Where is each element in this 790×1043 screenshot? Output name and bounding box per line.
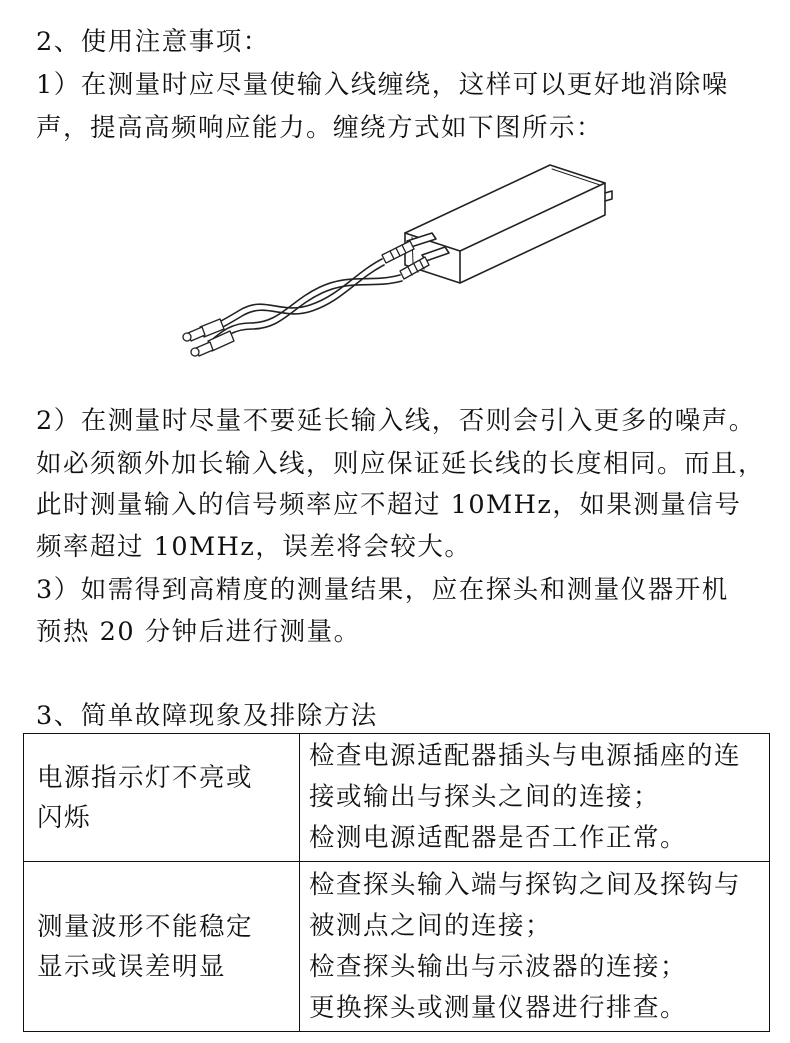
section2-heading: 2、使用注意事项： <box>36 27 270 57</box>
action-line: 检查探头输入端与探钩之间及探钩与 <box>309 869 742 900</box>
probe-illustration-icon <box>160 155 640 375</box>
action-line: 检查电源适配器插头与电源插座的连 <box>309 741 742 771</box>
table-row <box>24 734 770 862</box>
action-line: 检查探头输出与示波器的连接； <box>309 951 688 982</box>
item2-line4: 频率超过 10MHz，误差将会较大。 <box>36 532 472 562</box>
action-cell <box>300 734 770 862</box>
section3-heading: 3、简单故障现象及排除方法 <box>36 701 378 731</box>
item2-line2: 如必须额外加长输入线，则应保证延长线的长度相同。而且， <box>36 449 766 479</box>
symptom-line: 电源指示灯不亮或 <box>37 762 254 793</box>
action-line: 接或输出与探头之间的连接； <box>309 782 661 812</box>
fault-table <box>23 733 770 1032</box>
action-line: 被测点之间的连接； <box>309 910 553 941</box>
item2-line3: 此时测量输入的信号频率应不超过 10MHz，如果测量信号 <box>36 490 742 520</box>
symptom-line: 显示或误差明显 <box>37 951 227 982</box>
action-cell <box>300 862 770 1032</box>
item3-line1: 3）如需得到高精度的测量结果，应在探头和测量仪器开机 <box>36 575 729 605</box>
table-row <box>24 862 770 1032</box>
item1-line2: 声，提高高频响应能力。缠绕方式如下图所示： <box>36 113 604 143</box>
item1-line1: 1）在测量时应尽量使输入线缠绕，这样可以更好地消除噪 <box>36 70 729 100</box>
symptom-line: 闪烁 <box>37 802 92 833</box>
symptom-cell <box>24 734 300 862</box>
symptom-cell <box>24 862 300 1032</box>
action-line: 更换探头或测量仪器进行排查。 <box>309 992 688 1023</box>
action-line: 检测电源适配器是否工作正常。 <box>309 823 688 853</box>
item2-line1: 2）在测量时尽量不要延长输入线，否则会引入更多的噪声。 <box>36 406 756 436</box>
symptom-line: 测量波形不能稳定 <box>37 911 254 942</box>
probe-figure <box>160 155 640 375</box>
item3-line2: 预热 20 分钟后进行测量。 <box>36 617 361 647</box>
